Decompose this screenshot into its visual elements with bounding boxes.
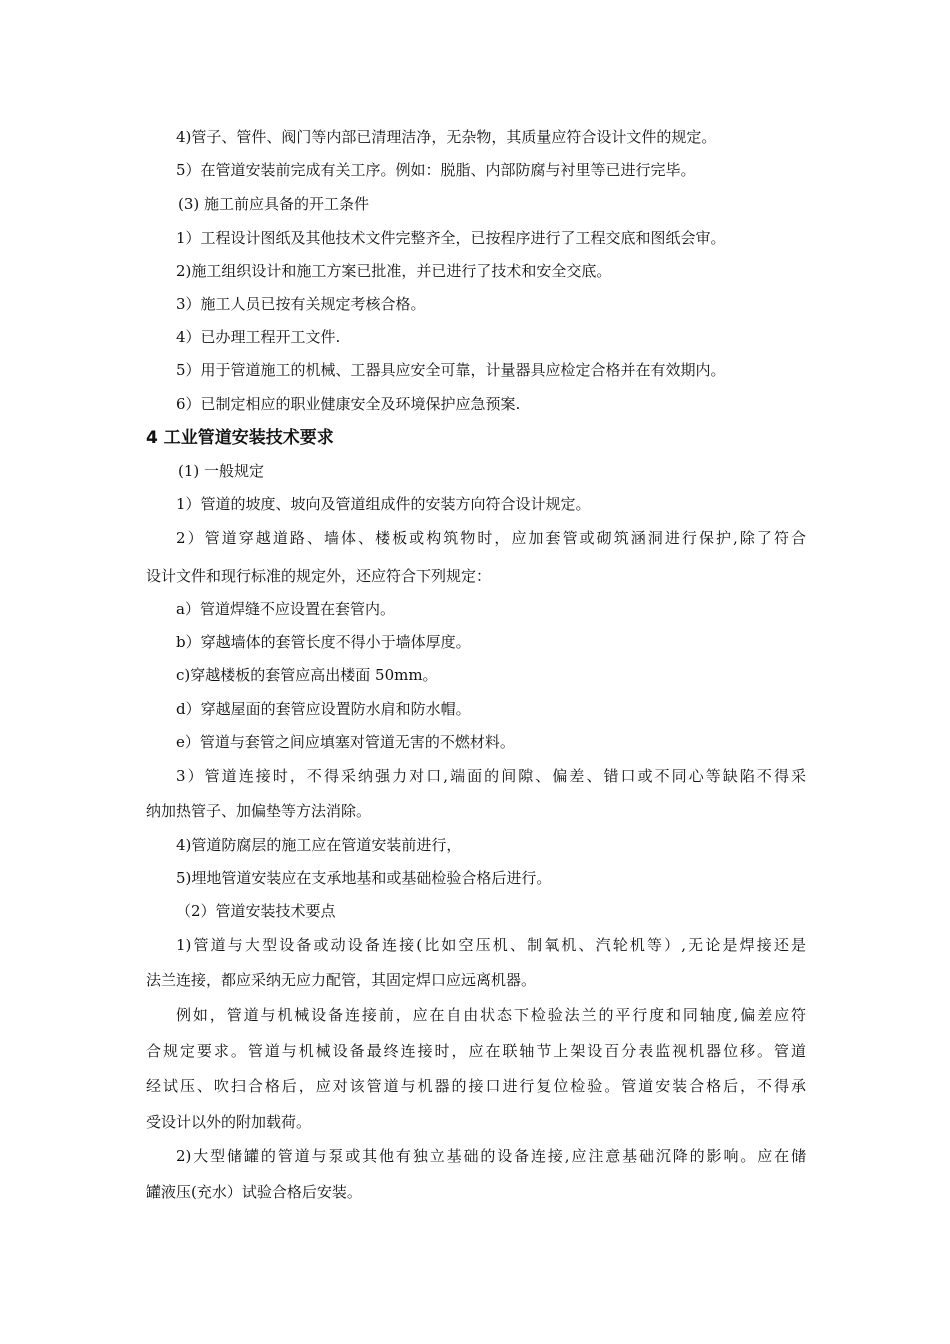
text-line: 4）已办理工程开工文件. xyxy=(176,328,341,346)
text-line: 3）施工人员已按有关规定考核合格。 xyxy=(176,295,426,313)
text-line: 法兰连接，都应采纳无应力配管，其固定焊口应远离机器。 xyxy=(146,971,537,989)
text-line: a）管道焊缝不应设置在套管内。 xyxy=(176,600,395,618)
text-line: 合规定要求。管道与机械设备最终连接时，应在联轴节上架设百分表监视机器位移。管道 xyxy=(146,1042,806,1060)
text-line: (1) 一般规定 xyxy=(178,462,265,480)
text-line: 2)大型储罐的管道与泵或其他有独立基础的设备连接,应注意基础沉降的影响。应在储 xyxy=(176,1147,806,1165)
text-line: 1）管道的坡度、坡向及管道组成件的安装方向符合设计规定。 xyxy=(176,495,591,513)
text-line: 3）管道连接时，不得采纳强力对口,端面的间隙、偏差、错口或不同心等缺陷不得采 xyxy=(176,767,806,785)
text-line: 例如，管道与机械设备连接前，应在自由状态下检验法兰的平行度和同轴度,偏差应符 xyxy=(176,1006,806,1024)
text-line: 6）已制定相应的职业健康安全及环境保护应急预案. xyxy=(176,395,521,413)
text-line: 4)管道防腐层的施工应在管道安装前进行， xyxy=(176,836,462,854)
text-line: d）穿越屋面的套管应设置防水肩和防水帽。 xyxy=(176,700,471,718)
section-heading: 4 工业管道安装技术要求 xyxy=(146,428,334,448)
text-line: 纳加热管子、加偏垫等方法消除。 xyxy=(146,802,372,820)
text-line: 5)埋地管道安装应在支承地基和或基础检验合格后进行。 xyxy=(176,869,552,887)
text-line: b）穿越墙体的套管长度不得小于墙体厚度。 xyxy=(176,633,471,651)
text-line: 设计文件和现行标准的规定外，还应符合下列规定： xyxy=(146,567,492,585)
text-line: e）管道与套管之间应填塞对管道无害的不燃材料。 xyxy=(176,733,515,751)
text-line: c)穿越楼板的套管应高出楼面 50mm。 xyxy=(176,666,438,684)
text-line: 2)施工组织设计和施工方案已批准，并已进行了技术和安全交底。 xyxy=(176,262,612,280)
text-line: 4)管子、管件、阀门等内部已清理洁净，无杂物，其质量应符合设计文件的规定。 xyxy=(176,128,717,146)
text-line: 1）工程设计图纸及其他技术文件完整齐全，已按程序进行了工程交底和图纸会审。 xyxy=(176,229,726,247)
text-line: 5）在管道安装前完成有关工序。例如：脱脂、内部防腐与衬里等已进行完毕。 xyxy=(176,161,696,179)
text-line: 经试压、吹扫合格后，应对该管道与机器的接口进行复位检验。管道安装合格后，不得承 xyxy=(146,1077,806,1095)
text-line: 5）用于管道施工的机械、工器具应安全可靠，计量器具应检定合格并在有效期内。 xyxy=(176,361,726,379)
text-line: 受设计以外的附加载荷。 xyxy=(146,1113,312,1131)
text-line: 罐液压(充水）试验合格后安装。 xyxy=(146,1183,362,1201)
text-line: (3) 施工前应具备的开工条件 xyxy=(178,195,370,213)
text-line: （2）管道安装技术要点 xyxy=(176,902,336,920)
text-line: 2）管道穿越道路、墙体、楼板或构筑物时，应加套管或砌筑涵洞进行保护,除了符合 xyxy=(176,529,806,547)
text-line: 1)管道与大型设备或动设备连接(比如空压机、制氧机、汽轮机等）,无论是焊接还是 xyxy=(176,936,806,954)
